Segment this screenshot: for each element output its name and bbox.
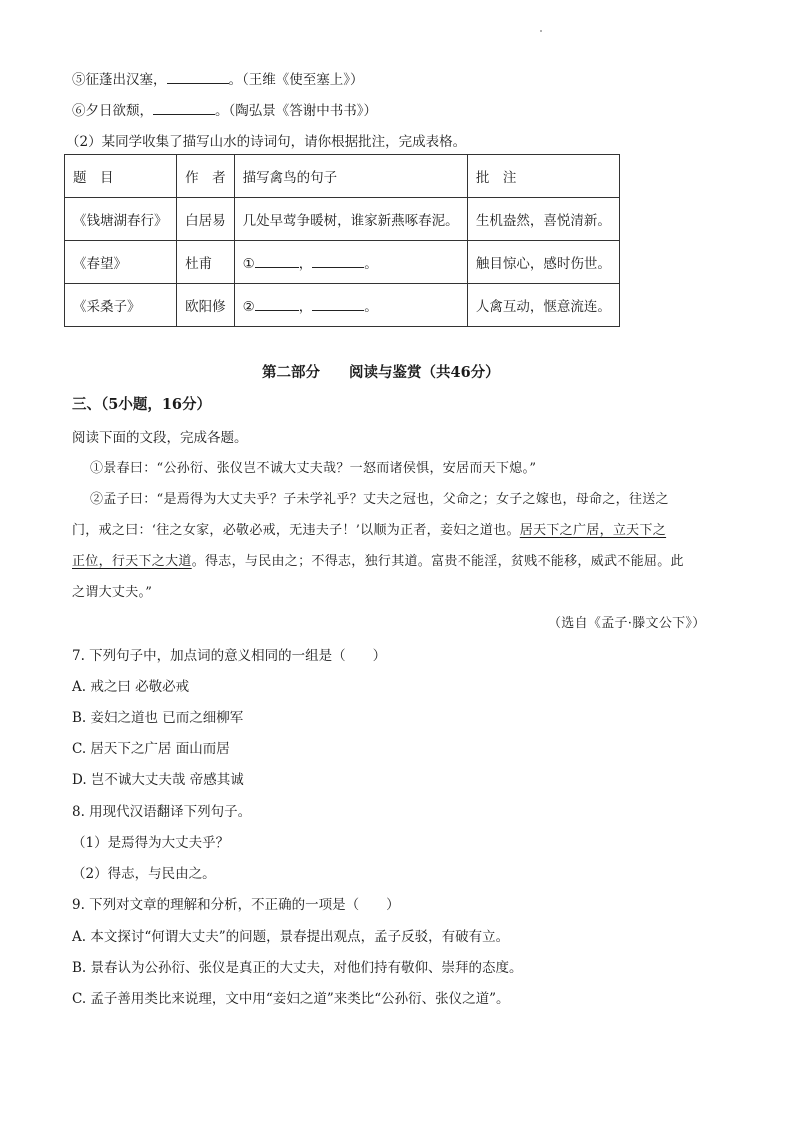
table-row: [65, 241, 620, 284]
question-7-option-a[interactable]: A. 戒之曰 必敬必戒: [72, 679, 190, 695]
poem-author: 白居易: [177, 198, 235, 241]
header-title: 题 目: [65, 155, 177, 198]
question-9-option-c[interactable]: C. 孟子善用类比来说理，文中用“妾妇之道”来类比“公孙衍、张仪之道”。: [72, 991, 510, 1007]
question-9-option-a[interactable]: A. 本文探讨“何谓大丈夫”的问题，景春提出观点，孟子反驳，有破有立。: [72, 929, 510, 945]
reading-intro: 阅读下面的文段，完成各题。: [72, 430, 248, 446]
poem-sentence: ① ， 。: [234, 241, 467, 284]
item-5-prefix: ⑤征蓬出汉塞，: [72, 72, 167, 88]
answer-blank[interactable]: [255, 298, 299, 311]
section-3-heading: 三、（5小题，16分）: [72, 396, 212, 413]
passage-line: 之谓大丈夫。”: [72, 585, 153, 600]
poem-note: 人禽互动，惬意流连。: [467, 284, 619, 327]
underlined-text: 居天下之广居，立天下之: [519, 523, 667, 538]
passage-paragraph-1: ①景春曰：“公孙衍、张仪岂不诚大丈夫哉？一怒而诸侯惧，安居而天下熄。”: [90, 461, 537, 476]
underlined-text: 正位，行天下之大道: [72, 554, 192, 569]
poem-table: [64, 154, 620, 327]
poem-author: 欧阳修: [177, 284, 235, 327]
answer-blank[interactable]: [312, 255, 364, 268]
section-title: 第二部分 阅读与鉴赏（共46分）: [262, 364, 500, 381]
item-5-suffix: 。（王维《使至塞上》）: [228, 72, 364, 88]
poem-sentence: ② ， 。: [234, 284, 467, 327]
question-9-option-b[interactable]: B. 景春认为公孙衍、张仪是真正的大丈夫，对他们持有敬仰、崇拜的态度。: [72, 960, 523, 976]
scan-dot: [540, 30, 542, 32]
poem-note: 生机盎然，喜悦清新。: [467, 198, 619, 241]
question-7-option-c[interactable]: C. 居天下之广居 面山而居: [72, 741, 230, 757]
question-9-stem: 9. 下列对文章的理解和分析，不正确的一项是（ ）: [72, 897, 400, 913]
table-row: [65, 284, 620, 327]
poem-title: 《钱塘湖春行》: [65, 198, 177, 241]
item-6-prefix: ⑥夕日欲颓，: [72, 103, 153, 119]
poem-sentence: 几处早莺争暖树，谁家新燕啄春泥。: [234, 198, 467, 241]
question-8-sentence-2: （2）得志，与民由之。: [72, 866, 216, 882]
poem-note: 触目惊心，感时伤世。: [467, 241, 619, 284]
answer-blank[interactable]: [153, 102, 215, 115]
table-intro: （2）某同学收集了描写山水的诗词句，请你根据批注，完成表格。: [66, 134, 467, 150]
header-author: 作 者: [177, 155, 235, 198]
question-7-option-b[interactable]: B. 妾妇之道也 已而之细柳军: [72, 710, 244, 726]
question-8-sentence-1: （1）是焉得为大丈夫乎？: [72, 835, 230, 851]
question-8-stem: 8. 用现代汉语翻译下列句子。: [72, 804, 252, 820]
item-6-suffix: 。（陶弘景《答谢中书书》）: [215, 103, 377, 119]
poem-title: 《采桑子》: [65, 284, 177, 327]
header-sentence: 描写禽鸟的句子: [234, 155, 467, 198]
passage-line: 正位，行天下之大道。得志，与民由之；不得志，独行其道。富贵不能淫，贫贱不能移，威武不能屈。此: [72, 554, 684, 569]
passage-source: （选自《孟子·滕文公下》）: [548, 616, 706, 631]
header-note: 批 注: [467, 155, 619, 198]
fill-item-6: [72, 99, 377, 119]
poem-title: 《春望》: [65, 241, 177, 284]
question-7-stem: 7. 下列句子中，加点词的意义相同的一组是（ ）: [72, 648, 387, 664]
answer-blank[interactable]: [167, 71, 229, 84]
table-row: [65, 198, 620, 241]
table-header-row: [65, 155, 620, 198]
poem-author: 杜甫: [177, 241, 235, 284]
answer-blank[interactable]: [255, 255, 299, 268]
passage-line: 门，戒之曰：‘往之女家，必敬必戒，无违夫子！’以顺为正者，妾妇之道也。居天下之广居，立天下之: [72, 523, 667, 538]
answer-blank[interactable]: [312, 298, 364, 311]
passage-line: ②孟子曰：“是焉得为大丈夫乎？子未学礼乎？丈夫之冠也，父命之；女子之嫁也，母命之，往送之: [90, 492, 669, 507]
question-7-option-d[interactable]: D. 岂不诚大丈夫哉 帝感其诚: [72, 772, 244, 788]
fill-item-5: [72, 68, 364, 88]
